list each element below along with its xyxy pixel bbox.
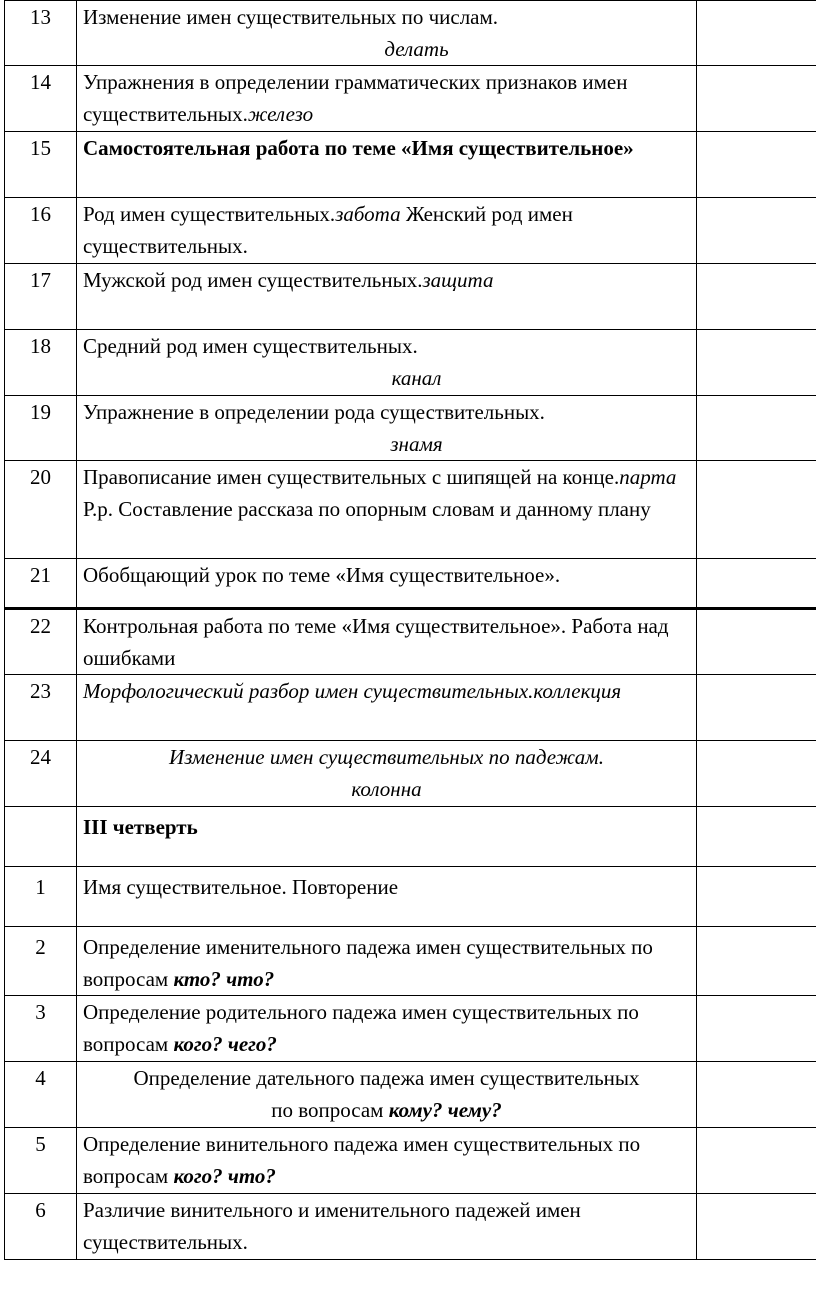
- lesson-topic: Род имен существительных.забота Женский род имен существительных.: [77, 198, 697, 264]
- lesson-topic: Самостоятельная работа по теме «Имя существительное»: [77, 132, 697, 198]
- notes-cell: [697, 675, 816, 741]
- lesson-topic: Определение именительного падежа имен существительных по вопросам кто? что?: [77, 927, 697, 996]
- notes-cell: [697, 66, 816, 132]
- vocabulary-word: колонна: [351, 777, 422, 801]
- lesson-plan-table: [4, 0, 816, 1260]
- lesson-topic: Различие винительного и именительного падежей имен существительных.: [77, 1194, 697, 1260]
- table-row: [5, 741, 816, 807]
- table-row: [5, 807, 816, 867]
- notes-cell: [697, 996, 816, 1062]
- vocabulary-word: знамя: [390, 432, 443, 456]
- notes-cell: [697, 867, 816, 927]
- table-row: [5, 461, 816, 559]
- notes-cell: [697, 807, 816, 867]
- lesson-topic: Изменение имен существительных по падежам. колонна: [77, 741, 697, 807]
- row-number: 4: [5, 1062, 77, 1128]
- row-number: 6: [5, 1194, 77, 1260]
- notes-cell: [697, 330, 816, 396]
- lesson-topic: Изменение имен существительных по числам. делать: [77, 1, 697, 66]
- row-number: 2: [5, 927, 77, 996]
- vocabulary-word: защита: [422, 268, 494, 292]
- notes-cell: [697, 1128, 816, 1194]
- lesson-topic: Правописание имен существительных с шипящей на конце.парта Р.р. Составление рассказа по опорным словам и данному плану: [77, 461, 697, 559]
- question-words: кого? что?: [173, 1164, 276, 1188]
- table-row: [5, 1194, 816, 1260]
- notes-cell: [697, 1, 816, 66]
- table-row: [5, 867, 816, 927]
- vocabulary-word: парта: [619, 465, 677, 489]
- table-row: [5, 264, 816, 330]
- table-row: [5, 1128, 816, 1194]
- lesson-topic: Упражнения в определении грамматических признаков имен существительных.железо: [77, 66, 697, 132]
- row-number: 16: [5, 198, 77, 264]
- row-number: 21: [5, 559, 77, 609]
- lesson-topic: Мужской род имен существительных.защита: [77, 264, 697, 330]
- table-row: [5, 996, 816, 1062]
- lesson-topic: Определение винительного падежа имен существительных по вопросам кого? что?: [77, 1128, 697, 1194]
- notes-cell: [697, 198, 816, 264]
- table-row: [5, 396, 816, 461]
- table-row: [5, 927, 816, 996]
- table-row: [5, 66, 816, 132]
- row-number: 1: [5, 867, 77, 927]
- question-words: кто? что?: [173, 967, 275, 991]
- row-number: 22: [5, 609, 77, 675]
- table-row: [5, 198, 816, 264]
- lesson-topic: Средний род имен существительных. канал: [77, 330, 697, 396]
- quarter-heading: III четверть: [77, 807, 697, 867]
- table-row: [5, 132, 816, 198]
- notes-cell: [697, 1194, 816, 1260]
- table-row: [5, 1062, 816, 1128]
- notes-cell: [697, 461, 816, 559]
- row-number: 5: [5, 1128, 77, 1194]
- vocabulary-word: коллекция: [533, 679, 622, 703]
- notes-cell: [697, 559, 816, 609]
- lesson-topic: Морфологический разбор имен существительных.коллекция: [77, 675, 697, 741]
- question-words: кого? чего?: [173, 1032, 277, 1056]
- lesson-topic: Контрольная работа по теме «Имя существительное». Работа над ошибками: [77, 609, 697, 675]
- lesson-topic: Определение дательного падежа имен существительных по вопросам кому? чему?: [77, 1062, 697, 1128]
- notes-cell: [697, 132, 816, 198]
- row-number: 23: [5, 675, 77, 741]
- notes-cell: [697, 1062, 816, 1128]
- question-words: кому? чему?: [388, 1098, 502, 1122]
- row-number: 18: [5, 330, 77, 396]
- row-number: 13: [5, 1, 77, 66]
- lesson-topic: Обобщающий урок по теме «Имя существительное».: [77, 559, 697, 609]
- notes-cell: [697, 741, 816, 807]
- lesson-topic: Определение родительного падежа имен существительных по вопросам кого? чего?: [77, 996, 697, 1062]
- row-number: [5, 807, 77, 867]
- notes-cell: [697, 264, 816, 330]
- row-number: 19: [5, 396, 77, 461]
- vocabulary-word: забота: [335, 202, 401, 226]
- row-number: 17: [5, 264, 77, 330]
- table-row: [5, 609, 816, 675]
- row-number: 15: [5, 132, 77, 198]
- vocabulary-word: железо: [247, 102, 314, 126]
- lesson-topic: Упражнение в определении рода существительных. знамя: [77, 396, 697, 461]
- table-row: [5, 559, 816, 609]
- vocabulary-word: делать: [384, 37, 449, 61]
- row-number: 14: [5, 66, 77, 132]
- row-number: 3: [5, 996, 77, 1062]
- table-row: [5, 1, 816, 66]
- notes-cell: [697, 609, 816, 675]
- row-number: 20: [5, 461, 77, 559]
- lesson-topic: Имя существительное. Повторение: [77, 867, 697, 927]
- row-number: 24: [5, 741, 77, 807]
- table-row: [5, 330, 816, 396]
- table-row: [5, 675, 816, 741]
- vocabulary-word: канал: [391, 366, 442, 390]
- notes-cell: [697, 396, 816, 461]
- notes-cell: [697, 927, 816, 996]
